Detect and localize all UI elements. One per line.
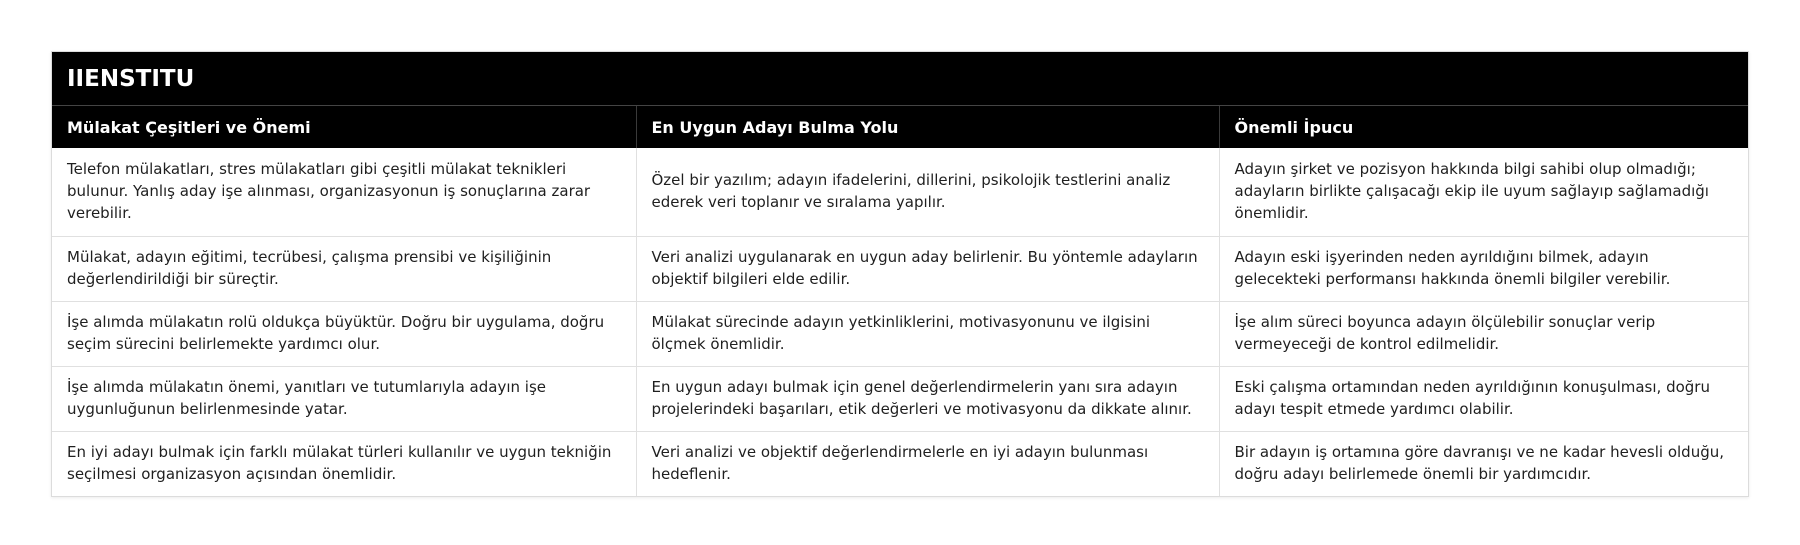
content-table-card (51, 51, 1749, 497)
table-cell: Özel bir yazılım; adayın ifadelerini, dillerini, psikolojik testlerini analiz ederek veri toplanır ve sıralama yapılır. (636, 148, 1219, 236)
table-cell: En iyi adayı bulmak için farklı mülakat türleri kullanılır ve uygun tekniğin seçilmesi organizasyon açısından önemlidir. (52, 431, 636, 496)
table-row (52, 301, 1748, 366)
column-header-important-tip: Önemli İpucu (1219, 106, 1748, 148)
column-header-best-candidate-method: En Uygun Adayı Bulma Yolu (636, 106, 1219, 148)
header-row (52, 106, 1748, 148)
table-cell: Telefon mülakatları, stres mülakatları gibi çeşitli mülakat teknikleri bulunur. Yanlış aday işe alınması, organizasyonun iş sonuçlarına zarar verebilir. (52, 148, 636, 236)
table-row (52, 431, 1748, 496)
table-cell: Mülakat sürecinde adayın yetkinliklerini, motivasyonunu ve ilgisini ölçmek önemlidir. (636, 301, 1219, 366)
column-header-interview-types: Mülakat Çeşitleri ve Önemi (52, 106, 636, 148)
table-cell: Eski çalışma ortamından neden ayrıldığının konuşulması, doğru adayı tespit etmede yardımcı olabilir. (1219, 366, 1748, 431)
data-table (52, 106, 1748, 496)
table-row (52, 366, 1748, 431)
table-cell: Adayın eski işyerinden neden ayrıldığını bilmek, adayın gelecekteki performansı hakkında önemli bilgiler verebilir. (1219, 236, 1748, 301)
table-cell: En uygun adayı bulmak için genel değerlendirmelerin yanı sıra adayın projelerindeki başarıları, etik değerleri ve motivasyonu da dikkate alınır. (636, 366, 1219, 431)
table-cell: İşe alımda mülakatın önemi, yanıtları ve tutumlarıyla adayın işe uygunluğunun belirlenmesinde yatar. (52, 366, 636, 431)
table-title: IIENSTITU (52, 52, 1748, 106)
table-row (52, 236, 1748, 301)
table-cell: İşe alımda mülakatın rolü oldukça büyüktür. Doğru bir uygulama, doğru seçim sürecini belirlemekte yardımcı olur. (52, 301, 636, 366)
table-cell: Adayın şirket ve pozisyon hakkında bilgi sahibi olup olmadığı; adayların birlikte çalışacağı ekip ile uyum sağlayıp sağlamadığı önemlidir. (1234, 160, 1709, 223)
table-cell: Mülakat, adayın eğitimi, tecrübesi, çalışma prensibi ve kişiliğinin değerlendirildiği bir süreçtir. (52, 236, 636, 301)
table-cell: Veri analizi ve objektif değerlendirmelerle en iyi adayın bulunması hedeflenir. (636, 431, 1219, 496)
table-row (52, 148, 1748, 236)
table-cell: İşe alım süreci boyunca adayın ölçülebilir sonuçlar verip vermeyeceği de kontrol edilmelidir. (1219, 301, 1748, 366)
table-cell: Veri analizi uygulanarak en uygun aday belirlenir. Bu yöntemle adayların objektif bilgileri elde edilir. (636, 236, 1219, 301)
table-cell: Bir adayın iş ortamına göre davranışı ve ne kadar hevesli olduğu, doğru adayı belirlemede önemli bir yardımcıdır. (1219, 431, 1748, 496)
